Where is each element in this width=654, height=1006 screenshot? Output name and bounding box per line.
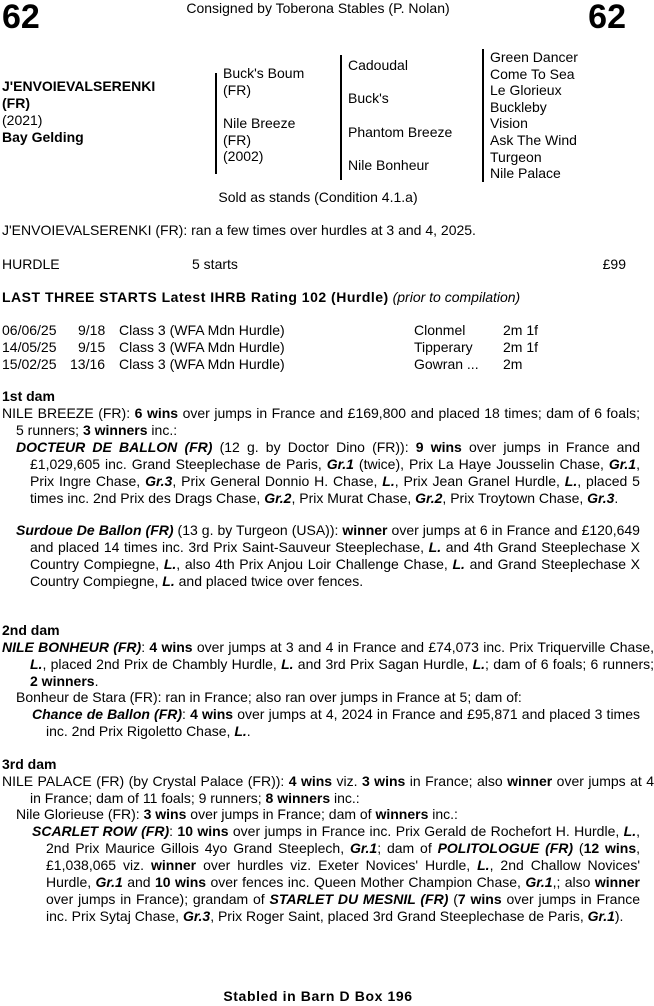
horse-identity	[2, 78, 155, 146]
horse-year: (2021)	[2, 112, 43, 128]
dam	[223, 115, 295, 165]
row-dist: 2m	[503, 356, 523, 372]
second-dam-heading	[2, 622, 626, 639]
horse-country: (FR)	[2, 95, 30, 111]
nile-bonheur-name: NILE BONHEUR (FR)	[2, 639, 142, 655]
nile-bonheur-paragraph: NILE BONHEUR (FR): 4 wins over jumps at 3 and 4 in France and £74,073 inc. Prix Triquerville Chase, L., placed 2nd Prix de Chambly Hurdle, L. and 3rd Prix Sagan Hurdle, L.; dam of 6 foals; 6 runners; 2 winners.	[2, 639, 654, 689]
hurdle-starts: 5 starts	[192, 256, 238, 272]
gg-6: Ask The Wind	[490, 131, 577, 148]
docteur-paragraph: DOCTEUR DE BALLON (FR) (12 g. by Doctor Dino (FR)): 9 wins over jumps in France and £1,029,605 inc. Grand Steeplechase de Paris, Gr.1 (twice), Prix La Haye Jousselin Chase, Gr.1, Prix Ingre Chase, Gr.3, Prix General Donnio H. Chase, L., Prix Jean Granel Hurdle, L., placed 5 times inc. 2nd Prix des Drags Chase, Gr.2, Prix Murat Chase, Gr.2, Prix Troytown Chase, Gr.3.	[16, 439, 640, 506]
dam-year: (2002)	[223, 148, 264, 165]
sire	[223, 65, 304, 98]
hurdle-label: HURDLE	[2, 256, 60, 272]
scarlet-name: SCARLET ROW (FR)	[32, 823, 170, 839]
glorieuse-paragraph: Nile Glorieuse (FR): 3 wins over jumps in France; dam of winners inc.:	[16, 806, 458, 822]
starlet-name: STARLET DU MESNIL (FR)	[269, 891, 449, 907]
last-three-heading	[2, 289, 626, 306]
dam-name: Nile Breeze	[223, 115, 296, 131]
sold-note: Sold as stands (Condition 4.1.a)	[218, 189, 418, 205]
gg-7: Turgeon	[490, 148, 542, 165]
gg-1: Green Dancer	[490, 49, 578, 65]
pedigree-line-3	[482, 49, 484, 182]
dam-country: (FR)	[223, 131, 251, 148]
row-race: Class 3 (WFA Mdn Hurdle)	[119, 339, 285, 355]
chance-name: Chance de Ballon (FR)	[32, 706, 183, 722]
row-pos: 13/16	[70, 356, 106, 372]
nile-palace-paragraph: NILE PALACE (FR) (by Crystal Palace (FR)): 4 wins viz. 3 wins in France; also winner over jumps at 4 in France; dam of 11 foals; 9 runners; 8 winners inc.:	[2, 773, 654, 806]
sire-country: (FR)	[223, 81, 251, 98]
last-three-title: LAST THREE STARTS Latest IHRB Rating 102 (Hurdle)	[2, 289, 389, 305]
lot-number-left: 62	[2, 0, 40, 36]
pedigree-line-2	[340, 55, 342, 180]
row-race: Class 3 (WFA Mdn Hurdle)	[119, 322, 285, 338]
heading-text: 3rd dam	[2, 756, 57, 772]
heading-text: 1st dam	[2, 388, 55, 404]
scarlet-paragraph: SCARLET ROW (FR): 10 wins over jumps in France inc. Prix Gerald de Rochefort H. Hurdle, L., 2nd Prix Maurice Gillois 4yo Grand Steeplech, Gr.1; dam of POLITOLOGUE (FR) (12 wins, £1,038,065 viz. winner over hurdles viz. Exeter Novices' Hurdle, L., 2nd Challow Novices' Hurdle, Gr.1 and 10 wins over fences inc. Queen Mother Champion Chase, Gr.1,; also winner over jumps in France); grandam of STARLET DU MESNIL (FR) (7 wins over jumps in France inc. Prix Sytaj Chase, Gr.3, Prix Roger Saint, placed 3rd Grand Steeplechase de Paris, Gr.1).	[32, 823, 641, 924]
row-course: Clonmel	[414, 322, 466, 338]
row-dist: 2m 1f	[503, 322, 539, 338]
summary: J'ENVOIEVALSERENKI (FR): ran a few times over hurdles at 3 and 4, 2025.	[2, 222, 476, 238]
heading-text: 2nd dam	[2, 622, 60, 638]
bonheur-paragraph: Bonheur de Stara (FR): ran in France; also ran over jumps in France at 5; dam of:	[16, 689, 522, 705]
first-dam-paragraph: NILE BREEZE (FR): 6 wins over jumps in France and £169,800 and placed 18 times; dam of 6 foals; 5 runners; 3 winners inc.:	[2, 405, 641, 438]
gg-2: Come To Sea	[490, 65, 575, 82]
gg-3: Le Glorieux	[490, 82, 562, 99]
row-dist: 2m 1f	[503, 339, 539, 355]
row-date: 14/05/25	[2, 339, 57, 355]
gg-8: Nile Palace	[490, 165, 561, 182]
great-grandparents	[490, 49, 578, 182]
docteur-name: DOCTEUR DE BALLON (FR)	[16, 439, 213, 455]
first-dam-heading	[2, 388, 626, 405]
surdoue-paragraph: Surdoue De Ballon (FR) (13 g. by Turgeon (USA)): winner over jumps at 6 in France and £120,649 and placed 14 times inc. 3rd Prix Saint-Sauveur Steeplechase, L. and 4th Grand Steeplechase X Country Compiegne, L., also 4th Prix Anjou Loir Challenge Chase, L. and Grand Steeplechase X Country Compiegne, L. and placed twice over fences.	[16, 522, 641, 589]
pedigree-line-1	[215, 73, 217, 174]
row-date: 06/06/25	[2, 322, 57, 338]
row-race: Class 3 (WFA Mdn Hurdle)	[119, 356, 285, 372]
sire-sire: Cadoudal	[348, 57, 408, 73]
stabled-note: Stabled in Barn D Box 196	[223, 988, 413, 1004]
consignor: Consigned by Toberona Stables (P. Nolan)	[186, 0, 450, 16]
row-course: Gowran ...	[414, 356, 479, 372]
row-pos: 9/18	[78, 322, 106, 338]
gg-5: Vision	[490, 115, 528, 132]
lot-number-right: 62	[588, 0, 626, 36]
row-date: 15/02/25	[2, 356, 57, 372]
sire-dam: Buck's	[348, 90, 389, 106]
sire-name: Buck's Boum	[223, 65, 305, 81]
horse-sex: Bay Gelding	[2, 129, 84, 145]
horse-name: J'ENVOIEVALSERENKI	[2, 78, 156, 94]
row-pos: 9/15	[78, 339, 106, 355]
politologue-name: POLITOLOGUE (FR)	[437, 840, 574, 856]
dam-dam: Nile Bonheur	[348, 157, 429, 173]
hurdle-earnings: £99	[602, 256, 626, 272]
third-dam-heading	[2, 756, 626, 773]
surdoue-name: Surdoue De Ballon (FR)	[16, 522, 174, 538]
dam-sire: Phantom Breeze	[348, 124, 453, 140]
row-course: Tipperary	[414, 339, 473, 355]
gg-4: Buckleby	[490, 98, 547, 115]
last-three-note: (prior to compilation)	[392, 289, 521, 305]
chance-paragraph: Chance de Ballon (FR): 4 wins over jumps at 4, 2024 in France and £95,871 and placed 3 times inc. 2nd Prix Rigoletto Chase, L..	[32, 706, 641, 739]
